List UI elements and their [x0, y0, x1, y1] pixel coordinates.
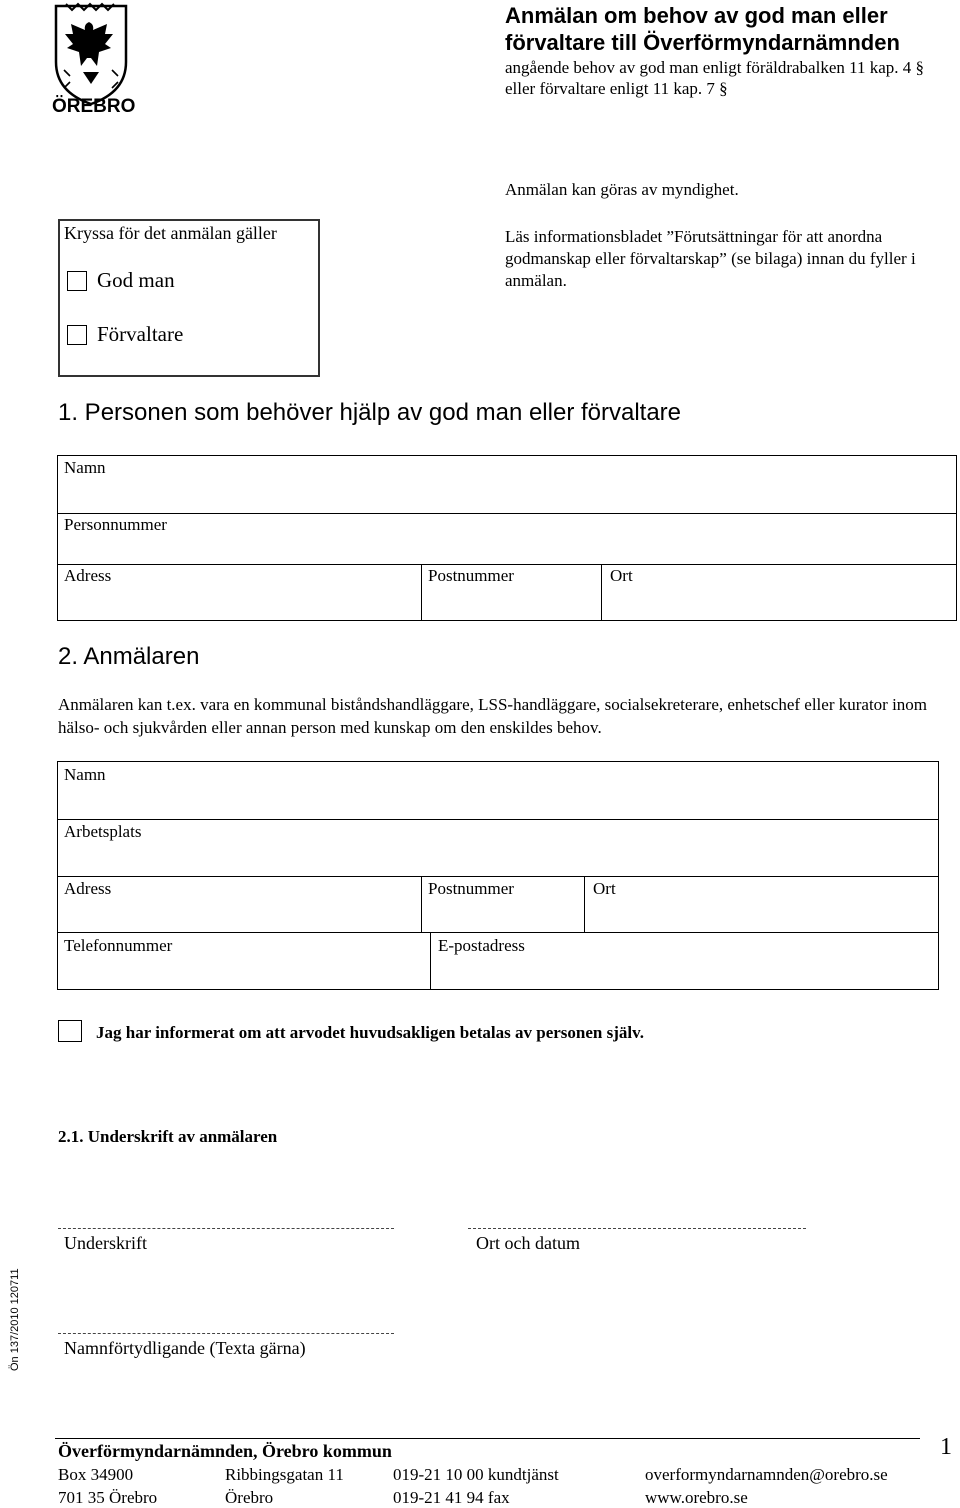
- name-clarification-label: Namnförtydligande (Texta gärna): [64, 1338, 306, 1358]
- name-clarification-line[interactable]: [58, 1333, 394, 1334]
- section-2-heading: 2. Anmälaren: [58, 643, 200, 670]
- footer-postal-city: 701 35 Örebro: [58, 1488, 158, 1507]
- informed-fee-checkbox[interactable]: [58, 1020, 82, 1042]
- reporter-city-field[interactable]: [584, 876, 939, 933]
- informed-fee-label: Jag har informerat om att arvodet huvudsakligen betalas av personen själv.: [96, 1023, 644, 1042]
- reporter-city-label: Ort: [593, 879, 616, 898]
- footer-fax: 019-21 41 94 fax: [393, 1488, 510, 1507]
- person-name-label: Namn: [64, 458, 106, 477]
- section-1-heading: 1. Personen som behöver hjälp av god man eller förvaltare: [58, 399, 682, 426]
- document-title: Anmälan om behov av god man eller förvaltare till Överförmyndarnämnden: [505, 3, 900, 55]
- logo-wordmark: ÖREBRO: [52, 96, 136, 117]
- footer-divider: [55, 1438, 920, 1439]
- person-address-field[interactable]: [57, 564, 422, 621]
- signature-line[interactable]: [58, 1228, 394, 1229]
- footer-street: Ribbingsgatan 11: [225, 1465, 344, 1484]
- god-man-checkbox[interactable]: [67, 271, 87, 291]
- reporter-name-field[interactable]: [57, 761, 939, 820]
- reporter-address-label: Adress: [64, 879, 112, 898]
- intro-instructions: Läs informationsbladet ”Förutsättningar för att anordna godmanskap eller förvaltarskap” (se bilaga) innan du fyller i anmälan.: [505, 227, 916, 290]
- form-code: Ön 137/2010 120711: [9, 1268, 21, 1371]
- footer-city: Örebro: [225, 1488, 274, 1507]
- section-2-description: Anmälaren kan t.ex. vara en kommunal biståndshandläggare, LSS-handläggare, socialsekreterare, enhetschef eller kurator inom hälso- och sjukvården eller annan person med kunskap om den enskildes behov.: [58, 695, 928, 737]
- footer-organization: Överförmyndarnämnden, Örebro kommun: [58, 1441, 392, 1461]
- footer-email-link[interactable]: overformyndarnamnden@orebro.se: [645, 1465, 888, 1484]
- orebro-logo: [50, 0, 136, 118]
- reporter-workplace-field[interactable]: [57, 819, 939, 877]
- signature-heading: 2.1. Underskrift av anmälaren: [58, 1127, 278, 1146]
- footer-phone: 019-21 10 00 kundtjänst: [393, 1465, 559, 1484]
- person-city-field[interactable]: [601, 564, 957, 621]
- reporter-workplace-label: Arbetsplats: [64, 822, 142, 841]
- person-name-field[interactable]: [57, 455, 957, 514]
- reporter-name-label: Namn: [64, 765, 106, 784]
- person-address-label: Adress: [64, 566, 112, 585]
- type-selection-heading: Kryssa för det anmälan gäller: [64, 223, 277, 243]
- reporter-email-label: E-postadress: [438, 936, 525, 955]
- person-postal-label: Postnummer: [428, 566, 514, 585]
- page-number: 1: [940, 1434, 952, 1460]
- signature-label: Underskrift: [64, 1233, 147, 1253]
- document-subtitle: angående behov av god man enligt föräldrabalken 11 kap. 4 § eller förvaltare enligt 11 kap. 7 §: [505, 58, 925, 98]
- reporter-address-field[interactable]: [57, 876, 422, 933]
- person-city-label: Ort: [610, 566, 633, 585]
- place-date-label: Ort och datum: [476, 1233, 580, 1253]
- person-pnr-label: Personnummer: [64, 515, 167, 534]
- forvaltare-label: Förvaltare: [97, 322, 184, 346]
- footer-postbox: Box 34900: [58, 1465, 134, 1484]
- person-pnr-field[interactable]: [57, 513, 957, 565]
- forvaltare-checkbox[interactable]: [67, 325, 87, 345]
- reporter-postal-label: Postnummer: [428, 879, 514, 898]
- reporter-phone-label: Telefonnummer: [64, 936, 173, 955]
- intro-text: Anmälan kan göras av myndighet.: [505, 180, 739, 199]
- god-man-label: God man: [97, 268, 175, 292]
- place-date-line[interactable]: [468, 1228, 806, 1229]
- footer-website-link[interactable]: www.orebro.se: [645, 1488, 748, 1507]
